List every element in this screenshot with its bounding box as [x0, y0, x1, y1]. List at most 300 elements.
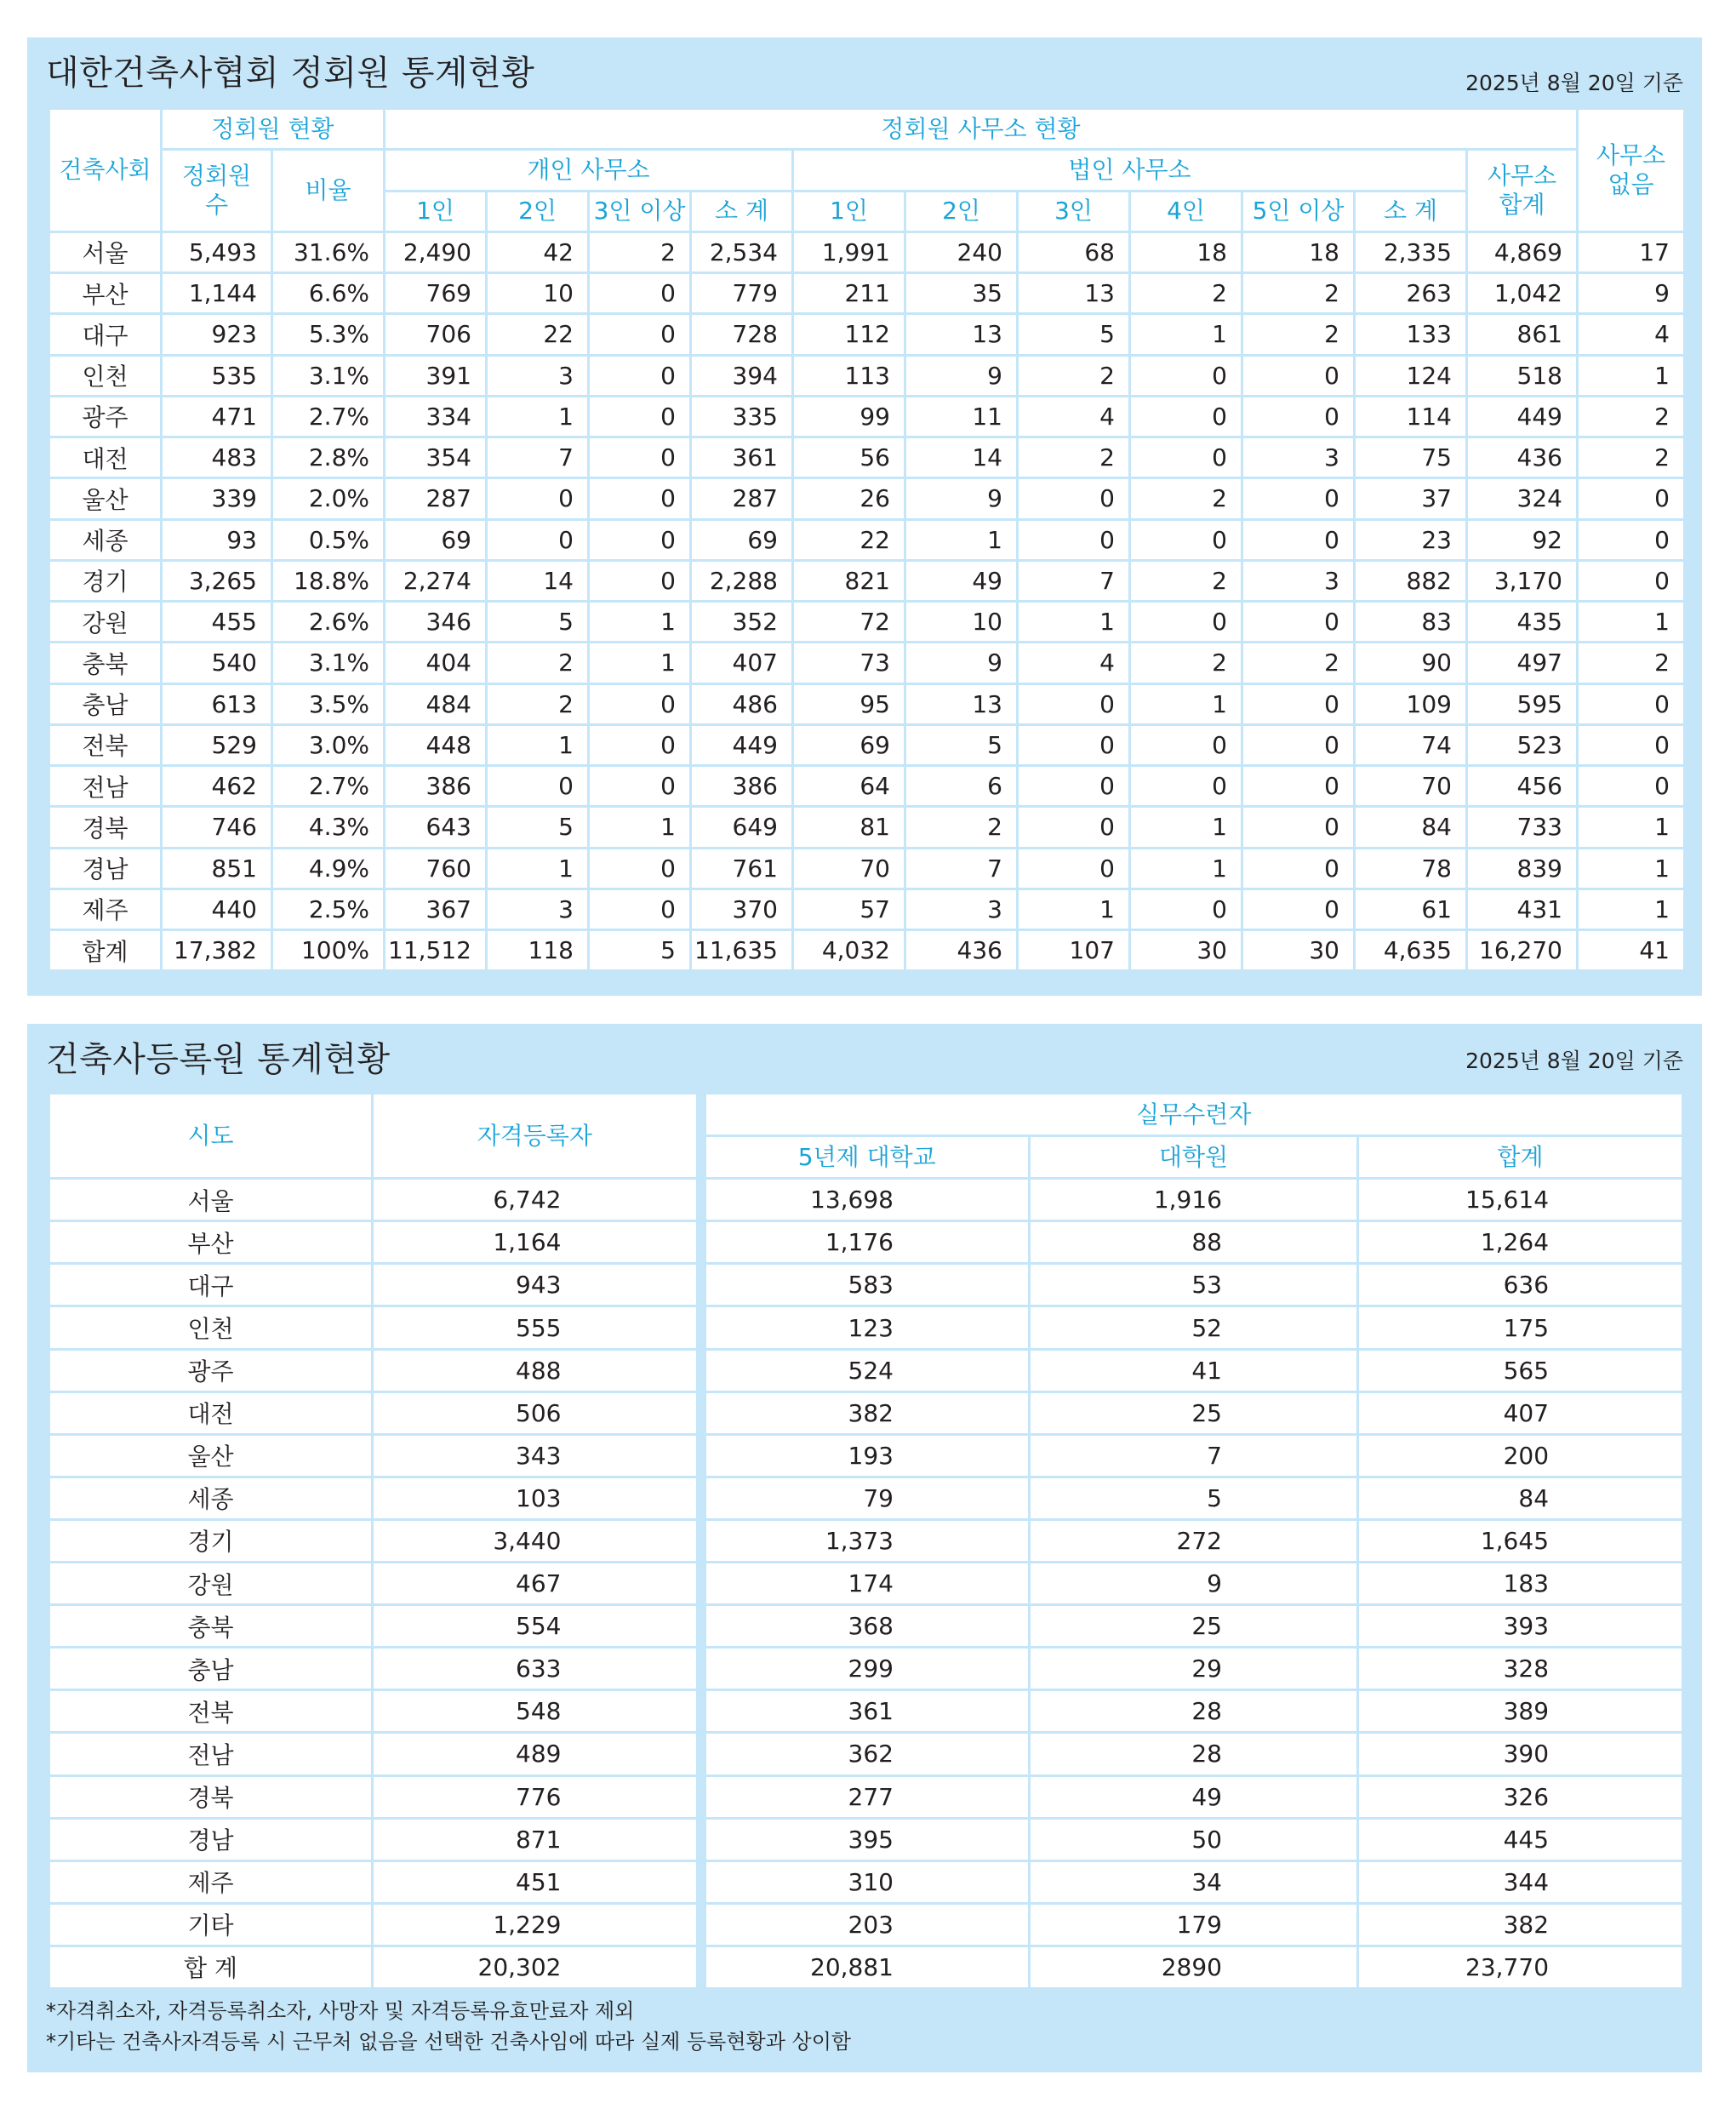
- table-row: [49, 1818, 1683, 1860]
- value-cell: 2: [1242, 643, 1355, 683]
- header-corporate-office: 법인 사무소: [793, 150, 1467, 191]
- value-cell: 20,881: [701, 1946, 1030, 1988]
- header-trainees: 실무수련자: [701, 1094, 1683, 1136]
- value-cell: 240: [905, 231, 1018, 272]
- value-cell: 18.8%: [272, 560, 385, 601]
- region-cell: 울산: [49, 478, 162, 519]
- table-row: [49, 396, 1685, 437]
- value-cell: 200: [1358, 1434, 1683, 1477]
- header-graduate: 대학원: [1030, 1136, 1358, 1179]
- value-cell: 14: [487, 560, 589, 601]
- value-cell: 183: [1358, 1563, 1683, 1605]
- value-cell: 0: [1018, 766, 1130, 807]
- registrant-stats-table: [48, 1092, 1684, 1990]
- value-cell: 0: [1242, 519, 1355, 560]
- value-cell: 2: [1242, 314, 1355, 355]
- value-cell: 17: [1578, 231, 1685, 272]
- value-cell: 3,170: [1467, 560, 1578, 601]
- value-cell: 344: [1358, 1860, 1683, 1903]
- value-cell: 3.0%: [272, 724, 385, 765]
- registrant-stats-date: 2025년 8월 20일 기준: [1465, 1049, 1683, 1073]
- value-cell: 3: [487, 889, 589, 929]
- value-cell: 0: [1130, 602, 1242, 643]
- value-cell: 5: [1018, 314, 1130, 355]
- region-cell: 대구: [49, 314, 162, 355]
- value-cell: 28: [1030, 1733, 1358, 1775]
- table-row: [49, 1264, 1683, 1306]
- value-cell: 1: [1578, 807, 1685, 848]
- table-row: [49, 560, 1685, 601]
- value-cell: 2890: [1030, 1946, 1358, 1988]
- value-cell: 488: [373, 1349, 701, 1392]
- value-cell: 1,042: [1467, 273, 1578, 314]
- value-cell: 362: [701, 1733, 1030, 1775]
- value-cell: 761: [691, 848, 793, 889]
- table-row: [49, 1946, 1683, 1988]
- value-cell: 0: [1578, 519, 1685, 560]
- member-stats-date: 2025년 8월 20일 기준: [1465, 71, 1683, 95]
- header-university: 5년제 대학교: [701, 1136, 1030, 1179]
- value-cell: 103: [373, 1477, 701, 1519]
- value-cell: 69: [691, 519, 793, 560]
- value-cell: 776: [373, 1775, 701, 1818]
- value-cell: 5: [487, 807, 589, 848]
- table-row: [49, 889, 1685, 929]
- value-cell: 2.6%: [272, 602, 385, 643]
- value-cell: 1: [1578, 889, 1685, 929]
- table-row: [49, 1392, 1683, 1434]
- value-cell: 93: [162, 519, 272, 560]
- value-cell: 70: [793, 848, 905, 889]
- value-cell: 523: [1467, 724, 1578, 765]
- value-cell: 64: [793, 766, 905, 807]
- value-cell: 390: [1358, 1733, 1683, 1775]
- value-cell: 3.1%: [272, 643, 385, 683]
- table-row: [49, 1221, 1683, 1264]
- header-individual-col: 1인: [385, 191, 487, 231]
- value-cell: 112: [793, 314, 905, 355]
- value-cell: 1,916: [1030, 1179, 1358, 1221]
- value-cell: 436: [905, 930, 1018, 971]
- value-cell: 13: [905, 314, 1018, 355]
- value-cell: 407: [1358, 1392, 1683, 1434]
- header-corporate-col: 3인: [1018, 191, 1130, 231]
- value-cell: 75: [1355, 437, 1467, 478]
- value-cell: 13: [905, 683, 1018, 724]
- header-registered: 자격등록자: [373, 1094, 701, 1179]
- table-row: [49, 355, 1685, 396]
- value-cell: 1: [589, 602, 691, 643]
- value-cell: 554: [373, 1605, 701, 1648]
- table-row: [49, 1903, 1683, 1946]
- value-cell: 6.6%: [272, 273, 385, 314]
- value-cell: 643: [385, 807, 487, 848]
- value-cell: 506: [373, 1392, 701, 1434]
- value-cell: 328: [1358, 1648, 1683, 1690]
- member-stats-panel: [27, 37, 1702, 996]
- table-row: [49, 1477, 1683, 1519]
- header-no-office: 사무소 없음: [1578, 109, 1685, 232]
- value-cell: 22: [487, 314, 589, 355]
- value-cell: 0: [1578, 683, 1685, 724]
- header-individual-office: 개인 사무소: [385, 150, 793, 191]
- value-cell: 851: [162, 848, 272, 889]
- value-cell: 497: [1467, 643, 1578, 683]
- value-cell: 0: [589, 437, 691, 478]
- value-cell: 23: [1355, 519, 1467, 560]
- value-cell: 462: [162, 766, 272, 807]
- region-cell: 강원: [49, 602, 162, 643]
- value-cell: 133: [1355, 314, 1467, 355]
- region-cell: 대전: [49, 1392, 373, 1434]
- value-cell: 11,512: [385, 930, 487, 971]
- value-cell: 0: [1130, 355, 1242, 396]
- table-row: [49, 1690, 1683, 1733]
- header-member-count: 정회원 수: [162, 150, 272, 232]
- value-cell: 5: [589, 930, 691, 971]
- value-cell: 179: [1030, 1903, 1358, 1946]
- table-row: [49, 643, 1685, 683]
- value-cell: 29: [1030, 1648, 1358, 1690]
- header-corporate-col: 5인 이상: [1242, 191, 1355, 231]
- value-cell: 391: [385, 355, 487, 396]
- value-cell: 57: [793, 889, 905, 929]
- value-cell: 2: [1130, 643, 1242, 683]
- value-cell: 0: [1018, 683, 1130, 724]
- value-cell: 109: [1355, 683, 1467, 724]
- table-row: [49, 807, 1685, 848]
- region-cell: 광주: [49, 396, 162, 437]
- value-cell: 4: [1578, 314, 1685, 355]
- region-cell: 전남: [49, 766, 162, 807]
- value-cell: 0: [589, 396, 691, 437]
- region-cell: 전북: [49, 724, 162, 765]
- value-cell: 42: [487, 231, 589, 272]
- footnotes: [46, 1996, 851, 2057]
- header-individual-col: 2인: [487, 191, 589, 231]
- value-cell: 386: [385, 766, 487, 807]
- header-individual-col: 3인 이상: [589, 191, 691, 231]
- table-row: [49, 1775, 1683, 1818]
- value-cell: 346: [385, 602, 487, 643]
- value-cell: 30: [1242, 930, 1355, 971]
- value-cell: 0: [589, 355, 691, 396]
- value-cell: 0: [1018, 478, 1130, 519]
- value-cell: 649: [691, 807, 793, 848]
- value-cell: 334: [385, 396, 487, 437]
- region-cell: 부산: [49, 273, 162, 314]
- registrant-stats-panel: [27, 1024, 1702, 2072]
- value-cell: 0: [589, 478, 691, 519]
- header-corporate-col: 4인: [1130, 191, 1242, 231]
- region-cell: 전남: [49, 1733, 373, 1775]
- value-cell: 1: [1130, 683, 1242, 724]
- region-cell: 경남: [49, 1818, 373, 1860]
- value-cell: 1: [487, 848, 589, 889]
- value-cell: 728: [691, 314, 793, 355]
- value-cell: 2,288: [691, 560, 793, 601]
- value-cell: 2.7%: [272, 766, 385, 807]
- region-cell: 세종: [49, 1477, 373, 1519]
- value-cell: 1,645: [1358, 1519, 1683, 1562]
- value-cell: 1: [487, 724, 589, 765]
- value-cell: 0: [1242, 889, 1355, 929]
- value-cell: 3: [1242, 560, 1355, 601]
- value-cell: 431: [1467, 889, 1578, 929]
- value-cell: 455: [162, 602, 272, 643]
- value-cell: 175: [1358, 1306, 1683, 1349]
- table-row: [49, 1519, 1683, 1562]
- footnote-1: *자격취소자, 자격등록취소자, 사망자 및 자격등록유효만료자 제외: [46, 1999, 635, 2023]
- value-cell: 0: [1242, 602, 1355, 643]
- registrant-stats-title: 건축사등록원 통계현황: [46, 1040, 391, 1079]
- value-cell: 535: [162, 355, 272, 396]
- value-cell: 3: [905, 889, 1018, 929]
- value-cell: 5,493: [162, 231, 272, 272]
- value-cell: 9: [1578, 273, 1685, 314]
- value-cell: 2: [1578, 643, 1685, 683]
- value-cell: 0: [1130, 889, 1242, 929]
- value-cell: 636: [1358, 1264, 1683, 1306]
- value-cell: 9: [1030, 1563, 1358, 1605]
- value-cell: 17,382: [162, 930, 272, 971]
- value-cell: 72: [793, 602, 905, 643]
- value-cell: 37: [1355, 478, 1467, 519]
- value-cell: 839: [1467, 848, 1578, 889]
- region-cell: 울산: [49, 1434, 373, 1477]
- value-cell: 0: [1578, 560, 1685, 601]
- value-cell: 467: [373, 1563, 701, 1605]
- value-cell: 0: [487, 766, 589, 807]
- value-cell: 0: [1130, 724, 1242, 765]
- value-cell: 20,302: [373, 1946, 701, 1988]
- value-cell: 3: [487, 355, 589, 396]
- value-cell: 10: [487, 273, 589, 314]
- value-cell: 407: [691, 643, 793, 683]
- member-stats-title: 대한건축사협회 정회원 통계현황: [46, 54, 535, 93]
- header-individual-col: 소 계: [691, 191, 793, 231]
- header-ratio: 비율: [272, 150, 385, 232]
- value-cell: 0: [1242, 396, 1355, 437]
- value-cell: 540: [162, 643, 272, 683]
- value-cell: 555: [373, 1306, 701, 1349]
- value-cell: 2,274: [385, 560, 487, 601]
- region-cell: 인천: [49, 355, 162, 396]
- value-cell: 5: [487, 602, 589, 643]
- value-cell: 0: [1242, 848, 1355, 889]
- value-cell: 456: [1467, 766, 1578, 807]
- value-cell: 287: [691, 478, 793, 519]
- region-cell: 인천: [49, 1306, 373, 1349]
- table-row: [49, 724, 1685, 765]
- value-cell: 95: [793, 683, 905, 724]
- value-cell: 3,265: [162, 560, 272, 601]
- value-cell: 61: [1355, 889, 1467, 929]
- header-corporate-col: 소 계: [1355, 191, 1467, 231]
- region-cell: 강원: [49, 1563, 373, 1605]
- value-cell: 9: [905, 643, 1018, 683]
- value-cell: 211: [793, 273, 905, 314]
- value-cell: 583: [701, 1264, 1030, 1306]
- value-cell: 193: [701, 1434, 1030, 1477]
- value-cell: 483: [162, 437, 272, 478]
- value-cell: 78: [1355, 848, 1467, 889]
- region-cell: 서울: [49, 231, 162, 272]
- value-cell: 2,335: [1355, 231, 1467, 272]
- table-row: [49, 602, 1685, 643]
- value-cell: 25: [1030, 1392, 1358, 1434]
- table-row: [49, 1605, 1683, 1648]
- table-row: [49, 314, 1685, 355]
- value-cell: 69: [385, 519, 487, 560]
- value-cell: 324: [1467, 478, 1578, 519]
- value-cell: 0: [589, 273, 691, 314]
- value-cell: 1: [1578, 355, 1685, 396]
- value-cell: 25: [1030, 1605, 1358, 1648]
- value-cell: 0: [1242, 724, 1355, 765]
- value-cell: 174: [701, 1563, 1030, 1605]
- value-cell: 595: [1467, 683, 1578, 724]
- value-cell: 518: [1467, 355, 1578, 396]
- value-cell: 529: [162, 724, 272, 765]
- value-cell: 449: [1467, 396, 1578, 437]
- value-cell: 0: [589, 889, 691, 929]
- header-corporate-col: 1인: [793, 191, 905, 231]
- value-cell: 339: [162, 478, 272, 519]
- value-cell: 2,490: [385, 231, 487, 272]
- value-cell: 7: [905, 848, 1018, 889]
- value-cell: 92: [1467, 519, 1578, 560]
- value-cell: 11: [905, 396, 1018, 437]
- value-cell: 1: [1578, 848, 1685, 889]
- value-cell: 4,032: [793, 930, 905, 971]
- region-cell: 대전: [49, 437, 162, 478]
- value-cell: 1,176: [701, 1221, 1030, 1264]
- value-cell: 49: [1030, 1775, 1358, 1818]
- value-cell: 354: [385, 437, 487, 478]
- header-member-status: 정회원 현황: [162, 109, 385, 150]
- value-cell: 382: [701, 1392, 1030, 1434]
- value-cell: 779: [691, 273, 793, 314]
- value-cell: 746: [162, 807, 272, 848]
- value-cell: 6: [905, 766, 1018, 807]
- value-cell: 861: [1467, 314, 1578, 355]
- value-cell: 277: [701, 1775, 1030, 1818]
- value-cell: 0: [1018, 724, 1130, 765]
- table-row: [49, 437, 1685, 478]
- value-cell: 4.9%: [272, 848, 385, 889]
- value-cell: 74: [1355, 724, 1467, 765]
- value-cell: 34: [1030, 1860, 1358, 1903]
- value-cell: 113: [793, 355, 905, 396]
- value-cell: 4: [1018, 643, 1130, 683]
- member-stats-table: [48, 107, 1686, 972]
- value-cell: 451: [373, 1860, 701, 1903]
- value-cell: 706: [385, 314, 487, 355]
- value-cell: 35: [905, 273, 1018, 314]
- region-cell: 전북: [49, 1690, 373, 1733]
- value-cell: 471: [162, 396, 272, 437]
- value-cell: 1: [1130, 848, 1242, 889]
- region-cell: 제주: [49, 1860, 373, 1903]
- value-cell: 0: [1242, 355, 1355, 396]
- value-cell: 448: [385, 724, 487, 765]
- value-cell: 2: [1018, 355, 1130, 396]
- value-cell: 68: [1018, 231, 1130, 272]
- table-row: [49, 1733, 1683, 1775]
- value-cell: 4,635: [1355, 930, 1467, 971]
- value-cell: 548: [373, 1690, 701, 1733]
- value-cell: 440: [162, 889, 272, 929]
- value-cell: 53: [1030, 1264, 1358, 1306]
- value-cell: 10: [905, 602, 1018, 643]
- value-cell: 1,229: [373, 1903, 701, 1946]
- value-cell: 203: [701, 1903, 1030, 1946]
- value-cell: 0: [1018, 848, 1130, 889]
- value-cell: 49: [905, 560, 1018, 601]
- value-cell: 2: [487, 683, 589, 724]
- value-cell: 733: [1467, 807, 1578, 848]
- value-cell: 7: [1030, 1434, 1358, 1477]
- value-cell: 1: [905, 519, 1018, 560]
- table-row: [49, 1349, 1683, 1392]
- value-cell: 79: [701, 1477, 1030, 1519]
- value-cell: 16,270: [1467, 930, 1578, 971]
- value-cell: 3: [1242, 437, 1355, 478]
- value-cell: 489: [373, 1733, 701, 1775]
- value-cell: 70: [1355, 766, 1467, 807]
- value-cell: 389: [1358, 1690, 1683, 1733]
- value-cell: 2: [487, 643, 589, 683]
- value-cell: 2: [1242, 273, 1355, 314]
- value-cell: 2: [1018, 437, 1130, 478]
- table-row: [49, 273, 1685, 314]
- value-cell: 50: [1030, 1818, 1358, 1860]
- value-cell: 335: [691, 396, 793, 437]
- footnote-2: *기타는 건축사자격등록 시 근무처 없음을 선택한 건축사임에 따라 실제 등록현황과 상이함: [46, 2030, 852, 2054]
- value-cell: 99: [793, 396, 905, 437]
- value-cell: 2: [1578, 396, 1685, 437]
- value-cell: 1: [589, 643, 691, 683]
- value-cell: 124: [1355, 355, 1467, 396]
- value-cell: 1,373: [701, 1519, 1030, 1562]
- value-cell: 393: [1358, 1605, 1683, 1648]
- region-cell: 경북: [49, 1775, 373, 1818]
- value-cell: 368: [701, 1605, 1030, 1648]
- value-cell: 2: [1578, 437, 1685, 478]
- value-cell: 613: [162, 683, 272, 724]
- value-cell: 28: [1030, 1690, 1358, 1733]
- value-cell: 352: [691, 602, 793, 643]
- value-cell: 0: [1578, 478, 1685, 519]
- table-row: [49, 1860, 1683, 1903]
- value-cell: 326: [1358, 1775, 1683, 1818]
- value-cell: 0: [1018, 519, 1130, 560]
- value-cell: 923: [162, 314, 272, 355]
- value-cell: 73: [793, 643, 905, 683]
- value-cell: 2,534: [691, 231, 793, 272]
- value-cell: 486: [691, 683, 793, 724]
- region-cell: 충북: [49, 1605, 373, 1648]
- value-cell: 0: [589, 683, 691, 724]
- header-region: 건축사회: [49, 109, 162, 232]
- value-cell: 1: [487, 396, 589, 437]
- value-cell: 943: [373, 1264, 701, 1306]
- value-cell: 343: [373, 1434, 701, 1477]
- value-cell: 484: [385, 683, 487, 724]
- value-cell: 107: [1018, 930, 1130, 971]
- value-cell: 395: [701, 1818, 1030, 1860]
